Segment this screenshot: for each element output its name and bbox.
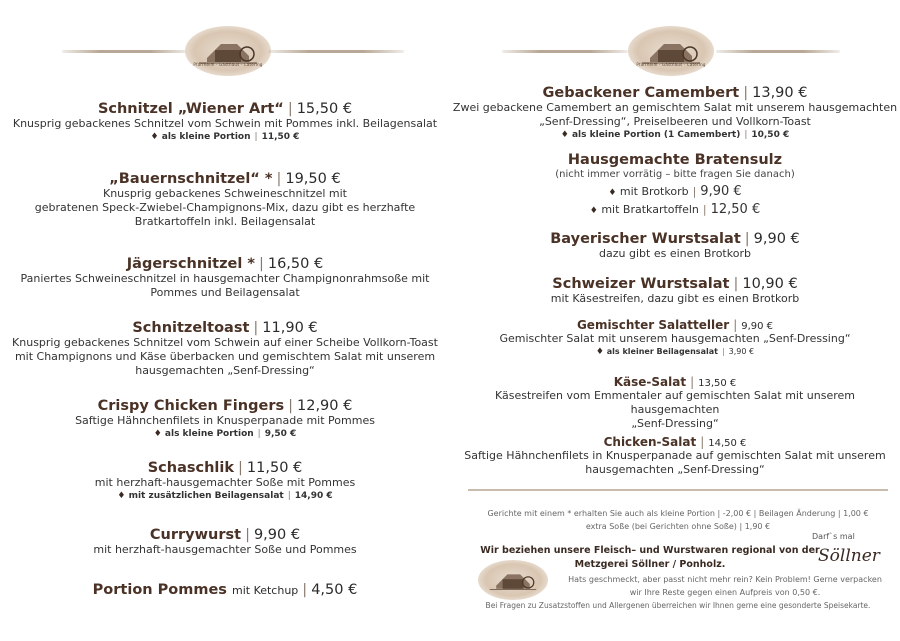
leftover-line-2: wir Ihre Reste gegen einen Aufpreis von 0,50 €. xyxy=(629,588,821,597)
item-sub-price: 10,50 € xyxy=(751,130,790,140)
menu-item-bayer-wurstsalat: Bayerischer Wurstsalat | 9,90 € dazu gibt es einen Brotkorb xyxy=(450,231,900,261)
item-sub: als kleine Portion (1 Camembert) xyxy=(571,130,741,140)
item-name: Schnitzeltoast xyxy=(132,320,250,336)
item-name: Jägerschnitzel * xyxy=(126,256,255,272)
logo-footer xyxy=(478,560,548,600)
diamond-icon: ♦ xyxy=(117,491,126,501)
diamond-icon: ♦ xyxy=(153,429,162,439)
item-desc: mit herzhaft-hausgemachter Soße mit Pommes xyxy=(94,476,356,489)
item-desc: mit Champignons und Käse überbacken und gemischtem Salat mit unserem xyxy=(14,350,436,363)
darfs-mal-label: Darf`s mal xyxy=(812,532,855,541)
item-sub: mit zusätzlichen Beilagensalat xyxy=(128,491,284,501)
item-price: 12,90 € xyxy=(297,398,353,414)
item-desc: Pommes und Beilagensalat xyxy=(150,286,300,299)
divider-right-a xyxy=(502,50,628,53)
item-price: 14,50 € xyxy=(708,438,747,449)
leftover-line-1: Hats geschmeckt, aber passt nicht mehr rein? Kein Problem! Gerne verpacken xyxy=(568,575,882,584)
item-desc: Paniertes Schweineschnitzel in hausgemachter Champignonrahmsoße mit xyxy=(20,272,430,285)
logo-left xyxy=(185,26,271,76)
item-sub: als kleiner Beilagensalat xyxy=(606,347,718,356)
item-desc: dazu gibt es einen Brotkorb xyxy=(599,247,751,260)
diamond-icon: ♦ xyxy=(608,188,617,198)
menu-item-wiener: Schnitzel „Wiener Art“ | 15,50 € Knusprig gebackenes Schnitzel vom Schwein mit Pommes inkl. Beilagensalat ♦ als kleine Portion | 11,50 € xyxy=(0,101,450,142)
item-sub: als kleine Portion xyxy=(164,429,254,439)
item-sub-price: 11,50 € xyxy=(261,132,300,142)
item-sub-price: 14,90 € xyxy=(294,491,333,501)
item-desc: gebratenen Speck-Zwiebel-Champignons-Mix, dazu gibt es herzhafte xyxy=(34,201,416,214)
item-name: Gemischter Salatteller xyxy=(576,318,730,332)
divider-left-a xyxy=(62,50,188,53)
item-name: Schnitzel „Wiener Art“ xyxy=(97,101,284,117)
footer-line-2: extra Soße (bei Gerichten ohne Soße) | 1,90 € xyxy=(585,522,771,531)
item-price: 10,90 € xyxy=(742,276,798,292)
menu-item-currywurst: Currywurst | 9,90 € mit herzhaft-hausgemachter Soße und Pommes xyxy=(0,527,450,557)
item-name: Schaschlik xyxy=(147,460,235,476)
menu-item-schaschlik: Schaschlik | 11,50 € mit herzhaft-hausgemachter Soße mit Pommes ♦ mit zusätzlichen Beilagensalat | 14,90 € xyxy=(0,460,450,501)
item-name: Hausgemachte Bratensulz xyxy=(567,152,783,168)
menu-item-jaegerschnitzel: Jägerschnitzel * | 16,50 € Paniertes Schweineschnitzel in hausgemachter Champignonrahmsoße mit Pommes und Beilagensalat xyxy=(0,256,450,300)
menu-item-schweizer-wurstsalat: Schweizer Wurstsalat | 10,90 € mit Käsestreifen, dazu gibt es einen Brotkorb xyxy=(450,276,900,306)
item-desc: Saftige Hähnchenfilets in Knusperpanade mit Pommes xyxy=(75,414,375,427)
item-price: 16,50 € xyxy=(267,256,324,272)
item-name: Käse-Salat xyxy=(613,375,687,389)
item-name: Crispy Chicken Fingers xyxy=(97,398,285,414)
item-desc: „Senf-Dressing“ xyxy=(631,417,719,430)
item-name-extra: mit Ketchup xyxy=(231,584,299,597)
item-price: 13,90 € xyxy=(752,85,808,101)
diamond-icon: ♦ xyxy=(589,206,598,216)
menu-item-pommes: Portion Pommes mit Ketchup | 4,50 € xyxy=(92,582,358,598)
item-price: 9,90 € xyxy=(253,527,301,543)
menu-item-camembert: Gebackener Camembert | 13,90 € Zwei gebackene Camembert an gemischtem Salat mit unserem hausgemachten „Senf-Dressing“, Preiselbeeren und Vollkorn-Toast ♦ als kleine Portion (1 Camembert) | 10,50 € xyxy=(450,85,900,140)
mill-logo-icon xyxy=(628,26,714,76)
item-desc: Gemischter Salat mit unserem hausgemachten „Senf-Dressing“ xyxy=(499,332,851,345)
menu-item-gemischter-salat: Gemischter Salatteller | 9,90 € Gemischter Salat mit unserem hausgemachten „Senf-Dressing“ ♦ als kleiner Beilagensalat | 3,90 € xyxy=(450,318,900,357)
item-desc: Zwei gebackene Camembert an gemischtem Salat mit unserem hausgemachten xyxy=(452,101,898,114)
item-price: 19,50 € xyxy=(285,171,341,187)
item-desc: Knusprig gebackenes Schnitzel vom Schwein mit Pommes inkl. Beilagensalat xyxy=(12,117,438,130)
regional-line-1: Wir beziehen unsere Fleisch– und Wurstwaren regional von der xyxy=(480,545,820,556)
item-desc: Bratkartoffeln inkl. Beilagensalat xyxy=(134,215,316,228)
diamond-icon: ♦ xyxy=(560,130,569,140)
allergen-note: Bei Fragen zu Zusatzstoffen und Allergenen überreichen wir Ihnen gerne eine gesonderte Speisekarte. xyxy=(485,601,871,610)
logo-caption: Pfarrheim · Gasthaus · Catering xyxy=(193,62,263,67)
divider-left-b xyxy=(268,50,404,53)
item-note: (nicht immer vorrätig – bitte fragen Sie danach) xyxy=(555,169,795,180)
item-name: Schweizer Wurstsalat xyxy=(552,276,730,292)
item-desc: „Senf-Dressing“, Preiselbeeren und Vollkorn-Toast xyxy=(539,115,811,128)
item-option: mit Brotkorb xyxy=(619,185,689,198)
footer-line-1: Gerichte mit einem * erhalten Sie auch als kleine Portion | -2,00 € | Beilagen Änderung | 1,00 € xyxy=(487,509,869,518)
item-name: „Bauernschnitzel“ * xyxy=(109,171,273,187)
item-desc: Knusprig gebackenes Schweineschnitzel mit xyxy=(103,187,347,200)
item-option-price: 9,90 € xyxy=(700,184,742,199)
item-option-price: 12,50 € xyxy=(710,202,761,217)
item-price: 11,50 € xyxy=(246,460,303,476)
item-price: 9,90 € xyxy=(741,321,774,332)
item-name: Gebackener Camembert xyxy=(542,85,740,101)
item-sub: als kleine Portion xyxy=(161,132,251,142)
item-name: Chicken-Salat xyxy=(603,435,697,449)
regional-line-2: Metzgerei Söllner / Ponholz. xyxy=(574,559,726,570)
item-sub-price: 9,50 € xyxy=(264,429,297,439)
item-desc: hausgemachten „Senf-Dressing“ xyxy=(585,463,765,476)
item-desc: Käsestreifen vom Emmentaler auf gemischten Salat mit unserem hausgemachten xyxy=(494,389,855,416)
item-sub-price: 3,90 € xyxy=(728,347,755,356)
menu-item-bauernschnitzel: „Bauernschnitzel“ * | 19,50 € Knusprig gebackenes Schweineschnitzel mit gebratenen Speck-Zwiebel-Champignons-Mix, dazu gibt es herzhafte Bratkartoffeln inkl. Beilagensalat xyxy=(0,171,450,229)
soellner-signature: Söllner xyxy=(818,546,880,566)
item-price: 15,50 € xyxy=(296,101,353,117)
menu-item-chicken-salat: Chicken-Salat | 14,50 € Saftige Hähnchenfilets in Knusperpanade auf gemischten Salat mit unserem hausgemachten „Senf-Dressing“ xyxy=(450,435,900,477)
item-desc: Saftige Hähnchenfilets in Knusperpanade auf gemischten Salat mit unserem xyxy=(464,449,886,462)
item-desc: mit herzhaft-hausgemachter Soße und Pommes xyxy=(93,543,357,556)
item-price: 13,50 € xyxy=(698,378,737,389)
item-price: 11,90 € xyxy=(262,320,318,336)
item-option: mit Bratkartoffeln xyxy=(601,203,699,216)
item-name: Bayerischer Wurstsalat xyxy=(550,231,741,247)
mill-logo-icon xyxy=(478,560,548,600)
diamond-icon: ♦ xyxy=(595,347,604,357)
item-desc: hausgemachten „Senf-Dressing“ xyxy=(135,364,315,377)
logo-caption: Pfarrheim · Gasthaus · Catering xyxy=(636,62,706,67)
mill-logo-icon xyxy=(185,26,271,76)
menu-item-chicken-fingers: Crispy Chicken Fingers | 12,90 € Saftige Hähnchenfilets in Knusperpanade mit Pommes ♦ als kleine Portion | 9,50 € xyxy=(0,398,450,439)
diamond-icon: ♦ xyxy=(150,132,159,142)
menu-item-bratensulz: Hausgemachte Bratensulz (nicht immer vorrätig – bitte fragen Sie danach) ♦ mit Brotkorb | 9,90 € ♦ mit Bratkartoffeln | 12,50 € xyxy=(450,152,900,217)
divider-right-b xyxy=(716,50,840,53)
item-desc: mit Käsestreifen, dazu gibt es einen Brotkorb xyxy=(550,292,800,305)
item-desc: Knusprig gebackenes Schnitzel vom Schwein auf einer Scheibe Vollkorn-Toast xyxy=(12,336,438,349)
logo-right xyxy=(628,26,714,76)
menu-item-kaese-salat: Käse-Salat | 13,50 € Käsestreifen vom Emmentaler auf gemischten Salat mit unserem hausgemachten „Senf-Dressing“ xyxy=(450,375,900,431)
item-name: Currywurst xyxy=(149,527,242,543)
item-name: Portion Pommes xyxy=(92,582,227,598)
menu-item-schnitzeltoast: Schnitzeltoast | 11,90 € Knusprig gebackenes Schnitzel vom Schwein auf einer Scheibe Vollkorn-Toast mit Champignons und Käse überbacken und gemischtem Salat mit unserem hausgemachten „Senf-Dressing“ xyxy=(0,320,450,378)
item-price: 9,90 € xyxy=(753,231,800,247)
footer-divider xyxy=(468,489,888,491)
item-price: 4,50 € xyxy=(311,582,358,598)
